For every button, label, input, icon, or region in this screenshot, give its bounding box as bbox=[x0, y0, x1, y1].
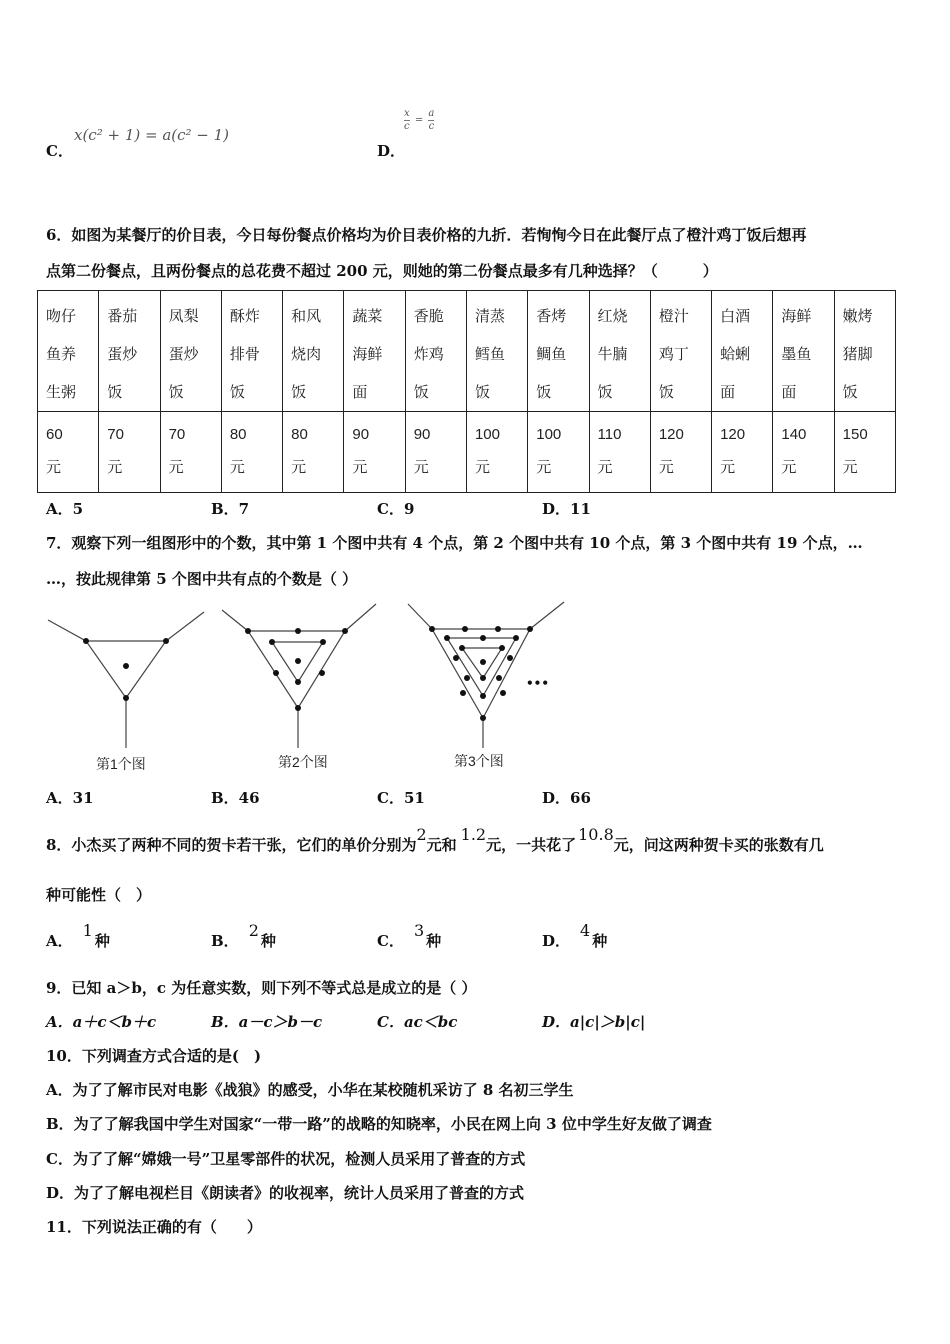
q9-option-a: A．a＋c＜b＋c bbox=[46, 1013, 157, 1031]
q10-option-b: B．为了了解我国中学生对国家“一带一路”的战略的知晓率，小民在网上向 3 位中学生好友做了调查 bbox=[46, 1115, 712, 1133]
menu-item-price: 140 元 bbox=[773, 412, 834, 493]
menu-item-name: 吻仔 鱼养 生粥 bbox=[38, 291, 99, 412]
menu-item-name: 清蒸 鳕鱼 饭 bbox=[466, 291, 527, 412]
q10-text-line1: 10．下列调查方式合适的是( ) bbox=[46, 1047, 262, 1065]
menu-item-price: 70 元 bbox=[99, 412, 160, 493]
q5-option-d-formula bbox=[404, 108, 434, 133]
q8-text-line2: 种可能性（ ） bbox=[46, 886, 152, 904]
fraction-numerator: x bbox=[404, 108, 410, 119]
q7-option-a: A．31 bbox=[46, 789, 94, 807]
menu-item-name: 和风 烧肉 饭 bbox=[283, 291, 344, 412]
price-table-price-row bbox=[38, 412, 896, 493]
q5-option-c-formula: x(c² + 1) = a(c² − 1) bbox=[74, 126, 230, 144]
q10-option-c: C．为了了解“嫦娥一号”卫星零部件的状况，检测人员采用了普查的方式 bbox=[46, 1150, 526, 1168]
price-table-name-row bbox=[38, 291, 896, 412]
q6-text-line1: 6．如图为某餐厅的价目表，今日每份餐点价格均为价目表价格的九折．若恂恂今日在此餐厅点了橙汁鸡丁饭后想再 bbox=[46, 226, 807, 244]
menu-item-name: 白酒 蛤蜊 面 bbox=[712, 291, 773, 412]
menu-item-price: 120 元 bbox=[650, 412, 711, 493]
q8-option-d: D．4种 bbox=[542, 921, 608, 950]
menu-item-price: 70 元 bbox=[160, 412, 221, 493]
q8-option-c: C．3种 bbox=[377, 921, 442, 950]
menu-item-price: 90 元 bbox=[405, 412, 466, 493]
q6-option-c: C．9 bbox=[377, 500, 415, 518]
menu-item-price: 80 元 bbox=[283, 412, 344, 493]
menu-item-name: 红烧 牛腩 饭 bbox=[589, 291, 650, 412]
menu-item-name: 蔬菜 海鲜 面 bbox=[344, 291, 405, 412]
q7-option-b: B．46 bbox=[211, 789, 260, 807]
q10-option-d: D．为了了解电视栏目《朗读者》的收视率，统计人员采用了普查的方式 bbox=[46, 1184, 525, 1202]
q7-text-line2: …，按此规律第 5 个图中共有点的个数是（ ） bbox=[46, 570, 358, 588]
q9-option-b: B．a－c＞b－c bbox=[211, 1013, 323, 1031]
menu-item-name: 香烤 鲷鱼 饭 bbox=[528, 291, 589, 412]
menu-item-name: 橙汁 鸡丁 饭 bbox=[650, 291, 711, 412]
q6-text-line2: 点第二份餐点，且两份餐点的总花费不超过 200 元，则她的第二份餐点最多有几种选择？（ ） bbox=[46, 262, 718, 280]
menu-item-price: 100 元 bbox=[466, 412, 527, 493]
fraction-numerator: a bbox=[428, 108, 435, 119]
q7-text-line1: 7．观察下列一组图形中的个数，其中第 1 个图中共有 4 个点，第 2 个图中共有 10 个点，第 3 个图中共有 19 个点，… bbox=[46, 534, 863, 552]
menu-item-price: 110 元 bbox=[589, 412, 650, 493]
ellipsis: ••• bbox=[526, 676, 550, 690]
q8-option-a: A．1种 bbox=[46, 921, 110, 950]
q8-text-line1: 8．小杰买了两种不同的贺卡若干张，它们的单价分别为2元和1.2元，一共花了10.8元，问这两种贺卡买的张数有几 bbox=[46, 825, 824, 854]
price-value-1: 2 bbox=[416, 825, 427, 844]
equals-sign: = bbox=[414, 114, 424, 126]
q8-option-b: B．2种 bbox=[211, 921, 276, 950]
q7-option-c: C．51 bbox=[377, 789, 425, 807]
q9-option-c: C．ac＜bc bbox=[377, 1013, 458, 1031]
q7-option-d: D．66 bbox=[542, 789, 591, 807]
q11-text-line1: 11．下列说法正确的有（ ） bbox=[46, 1218, 262, 1236]
fraction-denominator: c bbox=[428, 121, 435, 132]
menu-item-name: 凤梨 蛋炒 饭 bbox=[160, 291, 221, 412]
menu-item-price: 100 元 bbox=[528, 412, 589, 493]
q10-option-a: A．为了了解市民对电影《战狼》的感受，小华在某校随机采访了 8 名初三学生 bbox=[46, 1081, 574, 1099]
menu-item-price: 150 元 bbox=[834, 412, 895, 493]
menu-item-price: 80 元 bbox=[221, 412, 282, 493]
figure-caption-1: 第1个图 bbox=[96, 756, 146, 772]
menu-item-name: 番茄 蛋炒 饭 bbox=[99, 291, 160, 412]
price-table bbox=[37, 290, 896, 493]
figure-caption-3: 第3个图 bbox=[454, 753, 504, 769]
menu-item-price: 90 元 bbox=[344, 412, 405, 493]
q5-option-c-label: C． bbox=[46, 142, 73, 160]
q9-text-line1: 9．已知 a＞b，c 为任意实数，则下列不等式总是成立的是（ ） bbox=[46, 979, 477, 997]
q5-option-d-label: D． bbox=[377, 142, 406, 160]
menu-item-name: 香脆 炸鸡 饭 bbox=[405, 291, 466, 412]
total-value: 10.8 bbox=[578, 825, 614, 844]
price-value-2: 1.2 bbox=[460, 825, 487, 844]
q6-option-b: B．7 bbox=[211, 500, 250, 518]
menu-item-price: 60 元 bbox=[38, 412, 99, 493]
q9-option-d: D．a|c|＞b|c| bbox=[542, 1013, 646, 1031]
q6-option-d: D．11 bbox=[542, 500, 591, 518]
q6-option-a: A．5 bbox=[46, 500, 84, 518]
fraction-denominator: c bbox=[404, 121, 410, 132]
menu-item-price: 120 元 bbox=[712, 412, 773, 493]
menu-item-name: 酥炸 排骨 饭 bbox=[221, 291, 282, 412]
figure-caption-2: 第2个图 bbox=[278, 754, 328, 770]
menu-item-name: 海鲜 墨鱼 面 bbox=[773, 291, 834, 412]
menu-item-name: 嫩烤 猪脚 饭 bbox=[834, 291, 895, 412]
